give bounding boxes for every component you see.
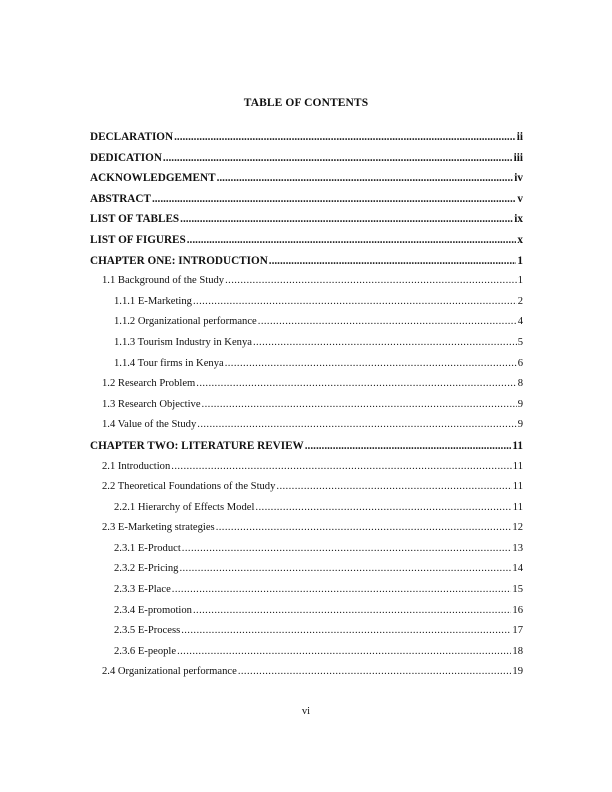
- toc-entry[interactable]: [90, 377, 523, 398]
- toc-entry-page: iii: [513, 151, 523, 164]
- toc-entry[interactable]: [90, 336, 523, 357]
- dot-leader: [217, 171, 514, 185]
- toc-entry[interactable]: [90, 645, 523, 666]
- toc-entry[interactable]: [90, 171, 523, 192]
- toc-entry-page: 5: [517, 336, 523, 348]
- toc-entry-label: 1.3 Research Objective: [102, 398, 201, 410]
- toc-entry-label: ACKNOWLEDGEMENT: [90, 172, 216, 185]
- toc-entry[interactable]: [90, 562, 523, 583]
- toc-entry[interactable]: [90, 418, 523, 439]
- toc-entry-label: 2.3.6 E-people: [114, 645, 177, 657]
- toc-entry-label: 2.2.1 Hierarchy of Effects Model: [114, 501, 255, 513]
- toc-entry-label: DECLARATION: [90, 131, 174, 143]
- toc-entry[interactable]: [90, 480, 523, 501]
- toc-entry-page: 9: [517, 398, 523, 410]
- toc-entry[interactable]: [90, 212, 523, 233]
- toc-entry-label: 2.3.5 E-Process: [114, 625, 181, 637]
- toc-entry-label: 2.4 Organizational performance: [102, 666, 237, 678]
- dot-leader: [225, 357, 517, 371]
- toc-entry-label: 2.3.2 E-Pricing: [114, 563, 179, 575]
- toc-entry-page: 18: [512, 645, 523, 657]
- toc-entry-label: 2.3.3 E-Place: [114, 584, 171, 596]
- toc-entry-label: CHAPTER TWO: LITERATURE REVIEW: [90, 439, 304, 452]
- dot-leader: [255, 501, 511, 515]
- dot-leader: [269, 254, 517, 268]
- toc-entry-page: 13: [512, 542, 523, 554]
- toc-entry-label: CHAPTER ONE: INTRODUCTION: [90, 254, 268, 267]
- dot-leader: [305, 439, 512, 453]
- toc-entry-page: x: [517, 233, 523, 246]
- toc-entry-page: 2: [517, 295, 523, 307]
- dot-leader: [253, 336, 517, 350]
- toc-entry-page: ii: [516, 131, 523, 143]
- page-title: TABLE OF CONTENTS: [243, 97, 369, 109]
- toc-entry[interactable]: [90, 130, 523, 151]
- dot-leader: [276, 480, 511, 494]
- toc-entry-page: 1: [517, 254, 523, 267]
- toc-entry[interactable]: [90, 665, 523, 686]
- toc-entry-page: 11: [512, 481, 523, 493]
- toc-entry[interactable]: [90, 274, 523, 295]
- toc-entry-page: 16: [512, 604, 523, 616]
- toc-entry-page: iv: [514, 172, 523, 185]
- toc-entry[interactable]: [90, 439, 523, 460]
- toc-entry-page: ix: [514, 213, 523, 226]
- toc-entry-page: 14: [512, 563, 523, 575]
- toc-entry-page: 9: [517, 419, 523, 431]
- toc-entry-page: 12: [512, 522, 523, 534]
- toc-entry-label: 1.2 Research Problem: [102, 378, 196, 390]
- toc-entry-label: LIST OF TABLES: [90, 213, 180, 226]
- toc-entry-page: 8: [517, 378, 523, 390]
- toc-entry-label: 2.3.4 E-promotion: [114, 604, 192, 616]
- toc-entry[interactable]: [90, 583, 523, 604]
- toc-entry-label: 1.4 Value of the Study: [102, 419, 197, 431]
- toc-entry-label: ABSTRACT: [90, 192, 151, 205]
- toc-entry[interactable]: [90, 315, 523, 336]
- toc-entry[interactable]: [90, 192, 523, 213]
- toc-entry[interactable]: [90, 254, 523, 275]
- toc-entry[interactable]: [90, 624, 523, 645]
- toc-entry[interactable]: [90, 295, 523, 316]
- toc-entry-label: 2.3 E-Marketing strategies: [102, 522, 215, 534]
- toc-entry-page: 19: [512, 666, 523, 678]
- toc-entry-page: 11: [512, 460, 523, 472]
- toc-entry-label: 1.1.1 E-Marketing: [114, 295, 192, 307]
- dot-leader: [177, 645, 511, 659]
- table-of-contents: [90, 130, 523, 686]
- dot-leader: [202, 398, 517, 412]
- dot-leader: [171, 460, 512, 474]
- toc-entry-label: LIST OF FIGURES: [90, 233, 186, 246]
- dot-leader: [180, 212, 513, 226]
- toc-entry[interactable]: [90, 521, 523, 542]
- toc-entry[interactable]: [90, 151, 523, 172]
- dot-leader: [193, 604, 511, 618]
- toc-entry[interactable]: [90, 501, 523, 522]
- toc-entry[interactable]: [90, 604, 523, 625]
- toc-entry-label: 2.1 Introduction: [102, 460, 171, 472]
- dot-leader: [238, 665, 512, 679]
- dot-leader: [174, 130, 516, 144]
- dot-leader: [197, 418, 516, 432]
- toc-entry-page: 1: [517, 275, 523, 287]
- toc-entry-page: 11: [512, 439, 523, 452]
- toc-entry-label: 1.1.2 Organizational performance: [114, 316, 257, 328]
- toc-entry-page: 17: [512, 625, 523, 637]
- toc-entry[interactable]: [90, 460, 523, 481]
- dot-leader: [193, 295, 517, 309]
- toc-entry-page: 4: [517, 316, 523, 328]
- page-number: vi: [301, 706, 311, 717]
- dot-leader: [179, 562, 511, 576]
- toc-entry-page: 6: [517, 357, 523, 369]
- dot-leader: [216, 521, 512, 535]
- toc-entry-label: 1.1 Background of the Study: [102, 275, 225, 287]
- dot-leader: [172, 583, 512, 597]
- toc-entry-page: 15: [512, 584, 523, 596]
- dot-leader: [181, 624, 511, 638]
- toc-entry-label: 1.1.4 Tour firms in Kenya: [114, 357, 224, 369]
- dot-leader: [187, 233, 517, 247]
- toc-entry-label: 1.1.3 Tourism Industry in Kenya: [114, 336, 252, 348]
- toc-entry-page: 11: [512, 501, 523, 513]
- dot-leader: [163, 151, 513, 165]
- dot-leader: [258, 315, 517, 329]
- dot-leader: [225, 274, 517, 288]
- toc-entry-label: DEDICATION: [90, 151, 162, 164]
- toc-entry[interactable]: [90, 357, 523, 378]
- toc-entry-page: v: [517, 192, 523, 205]
- toc-entry-label: 2.2 Theoretical Foundations of the Study: [102, 481, 276, 493]
- dot-leader: [152, 192, 516, 206]
- dot-leader: [182, 542, 512, 556]
- toc-entry[interactable]: [90, 542, 523, 563]
- dot-leader: [196, 377, 516, 391]
- toc-entry[interactable]: [90, 398, 523, 419]
- toc-entry-label: 2.3.1 E-Product: [114, 542, 181, 554]
- toc-entry[interactable]: [90, 233, 523, 254]
